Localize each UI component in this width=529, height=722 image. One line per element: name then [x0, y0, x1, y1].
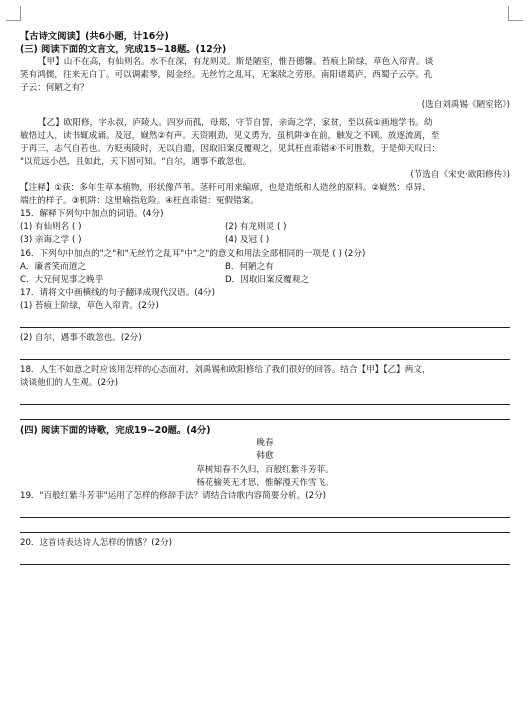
- part-title: 【古诗文阅读】(共6小题，计16分): [20, 31, 169, 42]
- poem-title: 晚春: [256, 438, 274, 449]
- passage-jia-line: 子云：何陋之有？: [20, 83, 89, 94]
- q16-option-c: C．大兄何见事之晚乎: [20, 274, 104, 285]
- q15-item: (1) 有仙则名 ( ): [20, 222, 82, 233]
- crop-mark-top-left: [6, 6, 21, 21]
- poem-line: 草树知春不久归，百般红紫斗芳菲。: [196, 464, 334, 475]
- poem-line: 杨花榆荚无才思，惟解漫天作雪飞。: [196, 477, 334, 488]
- source-yi: (节选自《宋史·欧阳修传》): [410, 169, 510, 180]
- poem-author: 韩愈: [256, 451, 274, 462]
- q15-item: (4) 及冠 ( ): [225, 235, 270, 246]
- q16-stem: 16．下列句中加点的"之"和"无丝竹之乱耳"中"之"的意义和用法全部相同的一项是 ( ) (2分): [20, 248, 366, 259]
- q20-stem: 20．这首诗表达诗人怎样的情感？(2分): [20, 537, 173, 548]
- q18-line: 18．人生不如意之时应该用怎样的心态面对，刘禹锡和欧阳修给了我们很好的回答。结合【甲】【乙】两文，: [20, 365, 431, 376]
- passage-jia-line: 笑有鸿儒，往来无白丁。可以调素琴，阅金经。无丝竹之乱耳，无案牍之劳形。南阳诸葛庐，西蜀子云亭。孔: [20, 70, 433, 81]
- source-jia: (选自刘禹锡《陋室铭》): [421, 100, 510, 111]
- passage-yi-line: 【乙】欧阳修，字永叔，庐陵人。四岁而孤，母郑，守节自誓，亲诲之学，家贫，至以荻①画地学书。幼: [38, 117, 433, 128]
- crop-mark-top-right: [508, 6, 523, 21]
- answer-line[interactable]: [20, 550, 510, 565]
- section4-title: (四) 阅读下面的诗歌，完成19~20题。(4分): [20, 425, 211, 437]
- q15-item: (3) 亲诲之学 ( ): [20, 235, 82, 246]
- q18-line: 谈谈他们的人生观。(2分): [20, 378, 119, 389]
- q17-sub1: (1) 苔痕上阶绿，草色入帘青。(2分): [20, 300, 159, 311]
- q16-option-b: B．何陋之有: [225, 261, 274, 272]
- q16-option-d: D．因取旧案反覆观之: [225, 274, 309, 285]
- answer-line[interactable]: [20, 390, 510, 405]
- notes-line: 端庄的样子。③机阱：这里喻指危险。④枉直乖错：冤假错案。: [20, 196, 259, 207]
- answer-line[interactable]: [20, 345, 510, 360]
- passage-yi-line: "以荒远小邑，且如此，天下固可知。"自尔，遇事不敢忽也。: [20, 156, 252, 167]
- answer-line[interactable]: [20, 518, 510, 533]
- passage-jia-line: 【甲】山不在高，有仙则名。水不在深，有龙则灵。斯是陋室，惟吾德馨。苔痕上阶绿，草色入帘青。谈: [38, 57, 434, 68]
- section3-title: (三) 阅读下面的文言文，完成15~18题。(12分): [20, 44, 227, 56]
- q16-option-a: A．廉者笑而道之: [20, 261, 87, 272]
- q15-item: (2) 有龙则灵 ( ): [225, 222, 287, 233]
- q19-stem: 19．"百般红紫斗芳菲"运用了怎样的修辞手法？请结合诗歌内容简要分析。(2分): [20, 490, 327, 501]
- passage-yi-line: 于再三，志气自若也。方贬夷陵时，无以自遣，因取旧案反覆观之，见其枉直乖错④不可胜数，于是仰天叹曰：: [20, 143, 441, 154]
- answer-line[interactable]: [20, 405, 510, 420]
- page-content: [20, 30, 510, 565]
- notes-line: 【注释】①荻：多年生草本植物，形状像芦苇。茎秆可用来编席，也是造纸和人造丝的原料。②嶷然：卓异、: [20, 183, 431, 194]
- answer-line[interactable]: [20, 313, 510, 328]
- passage-yi-line: 敏悟过人，读书辄成诵。及冠，嶷然②有声。天资刚劲，见义勇为，虽机阱③在前，触发之不顾。放逐流离，至: [20, 130, 440, 141]
- answer-line[interactable]: [20, 503, 510, 518]
- q17-sub2: (2) 自尔，遇事不敢忽也。(2分): [20, 332, 142, 343]
- q17-stem: 17．请将文中画横线的句子翻译成现代汉语。(4分): [20, 287, 215, 298]
- q15-stem: 15．解释下列句中加点的词语。(4分): [20, 209, 164, 220]
